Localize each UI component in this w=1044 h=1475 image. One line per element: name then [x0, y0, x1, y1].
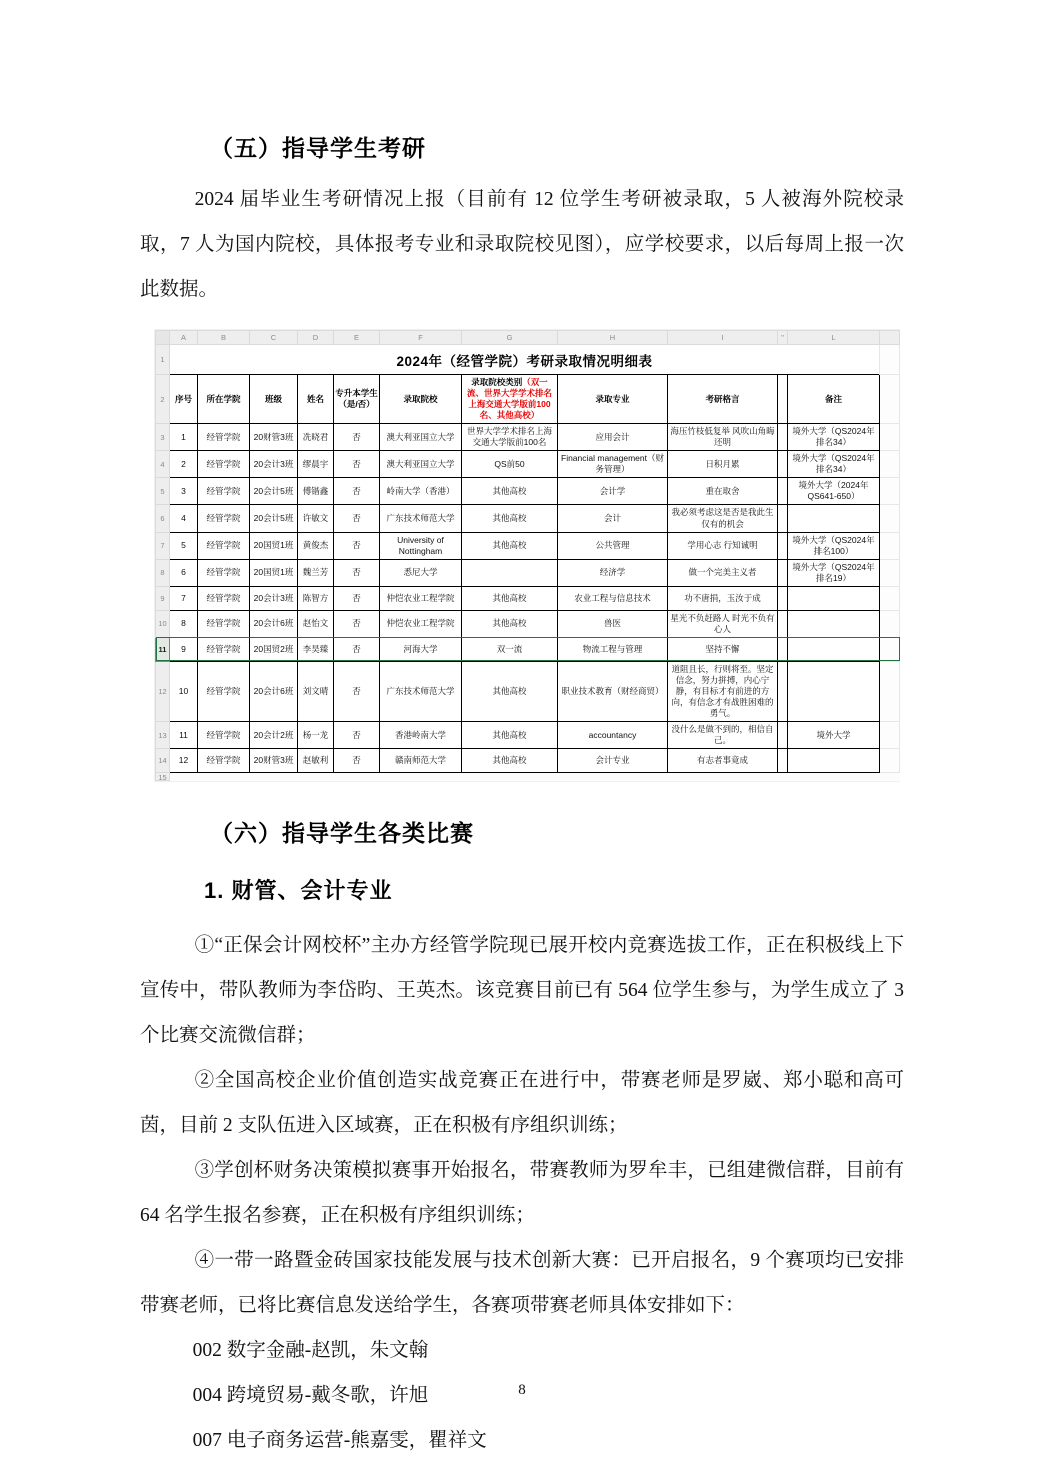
sheet-cell [788, 749, 880, 773]
sheet-cell: 会计专业 [558, 749, 668, 773]
sheet-cell: 否 [334, 559, 380, 586]
sheet-cell [788, 610, 880, 637]
sheet-cell: 境外大学（2024年QS641-650） [788, 478, 880, 505]
event-item-2: 004 跨境贸易-戴冬歌，许旭 [192, 1385, 429, 1407]
sheet-cell: Financial management（财务管理） [558, 451, 668, 478]
sheet-gutter-cell [880, 610, 900, 637]
column-letter: F [380, 331, 462, 345]
sheet-cell: 公共管理 [558, 532, 668, 559]
section-5-heading: （五）指导学生考研 [210, 135, 426, 161]
sheet-cell: 20国贸1班 [250, 559, 298, 586]
sheet-gutter-cell [880, 586, 900, 610]
sheet-cell: 魏兰芳 [298, 559, 334, 586]
hidden-col-cell [778, 722, 788, 749]
sheet-cell: 会计 [558, 505, 668, 532]
sheet-cell: 赵怡文 [298, 610, 334, 637]
row-number: 12 [156, 661, 170, 721]
sheet-cell: 应用会计 [558, 424, 668, 451]
row-number: 4 [156, 451, 170, 478]
sheet-cell: 8 [170, 610, 198, 637]
sheet-cell: 学用心志 行知诚明 [668, 532, 778, 559]
event-item-3: 007 电子商务运营-熊嘉雯，瞿祥文 [192, 1430, 487, 1452]
sheet-cell: 否 [334, 661, 380, 721]
hidden-col-cell [778, 505, 788, 532]
sheet-cell: 缪晨宇 [298, 451, 334, 478]
hidden-col-cell [778, 375, 788, 424]
sheet-cell: 农业工程与信息技术 [558, 586, 668, 610]
sheet-gutter-cell [880, 505, 900, 532]
embedded-spreadsheet-image[interactable] [155, 330, 899, 781]
sheet-col-letters-row [156, 331, 900, 345]
sheet-cell: 否 [334, 749, 380, 773]
sheet-gutter-cell [880, 559, 900, 586]
column-letter: D [298, 331, 334, 345]
sheet-data-row [156, 505, 900, 532]
hidden-col-cell [778, 424, 788, 451]
sheet-cell: 3 [170, 478, 198, 505]
column-letter: E [334, 331, 380, 345]
sheet-cell [788, 637, 880, 661]
sheet-cell: 9 [170, 637, 198, 661]
sheet-cell: 12 [170, 749, 198, 773]
sheet-cell: 经管学院 [198, 610, 250, 637]
sheet-cell: 11 [170, 722, 198, 749]
row-number: 13 [156, 722, 170, 749]
hidden-col-cell [778, 532, 788, 559]
header-school-category-red: （双一流、世界大学学术排名上海交通大学版前100名、其他高校） [466, 377, 552, 421]
sheet-cell: 做一个完美主义者 [668, 559, 778, 586]
column-letter: B [198, 331, 250, 345]
sheet-cell: 仲恺农业工程学院 [380, 586, 462, 610]
column-letter [880, 331, 900, 345]
sheet-gutter-cell [880, 478, 900, 505]
sheet-cell: 经管学院 [198, 722, 250, 749]
sheet-cell: University of Nottingham [380, 532, 462, 559]
sheet-cell: 20会计6班 [250, 610, 298, 637]
sheet-gutter-cell [880, 375, 900, 424]
sheet-gutter-cell [880, 749, 900, 773]
sheet-cell: 澳大利亚国立大学 [380, 451, 462, 478]
sheet-cell: 双一流 [462, 637, 558, 661]
sheet-cell: 经管学院 [198, 478, 250, 505]
sheet-cell: 其他高校 [462, 722, 558, 749]
sheet-data-row [156, 586, 900, 610]
hidden-col-cell [778, 637, 788, 661]
column-letter: H [558, 331, 668, 345]
sheet-cell: 20会计6班 [250, 661, 298, 721]
sheet-cell: 2 [170, 451, 198, 478]
sheet-cell: 境外大学 [788, 722, 880, 749]
competition-paragraph-1: ①“正保会计网校杯”主办方经管学院现已展开校内竞赛选拔工作，正在积极线上下宣传中，带队教师为李岱昀、王英杰。该竞赛目前已有 564 位学生参与，为学生成立了 3 个比赛交流微信群； [140, 935, 904, 1047]
header-college: 所在学院 [198, 375, 250, 424]
sheet-cell: 境外大学（QS2024年排名34） [788, 451, 880, 478]
sheet-cell: 其他高校 [462, 610, 558, 637]
row-number: 8 [156, 559, 170, 586]
sheet-cell: 其他高校 [462, 505, 558, 532]
sheet-cell [788, 505, 880, 532]
hidden-col-cell [778, 451, 788, 478]
sheet-header-row [156, 375, 900, 424]
sheet-cell: 20财管3班 [250, 749, 298, 773]
sheet-cell: 1 [170, 424, 198, 451]
sheet-cell: 否 [334, 586, 380, 610]
sheet-cell: 赣南师范大学 [380, 749, 462, 773]
sheet-cell: 杨一龙 [298, 722, 334, 749]
hidden-col-cell [778, 478, 788, 505]
sheet-cell: 功不唐捐，玉汝于成 [668, 586, 778, 610]
sheet-data-row [156, 424, 900, 451]
sheet-cell: 20会计2班 [250, 722, 298, 749]
sheet-data-row [156, 661, 900, 721]
sheet-cell: 经管学院 [198, 559, 250, 586]
sheet-cell: 其他高校 [462, 749, 558, 773]
row-number: 7 [156, 532, 170, 559]
competition-paragraph-3: ③学创杯财务决策模拟赛事开始报名，带赛教师为罗牟丰，已组建微信群，目前有 64 名学生报名参赛，正在积极有序组织训练； [140, 1160, 904, 1227]
sheet-cell: QS前50 [462, 451, 558, 478]
sheet-cell: 其他高校 [462, 532, 558, 559]
sheet-cell: 世界大学学术排名上海交通大学版前100名 [462, 424, 558, 451]
row-number: 10 [156, 610, 170, 637]
sheet-gutter-cell [880, 722, 900, 749]
header-school-category [462, 375, 558, 424]
sheet-data-row [156, 749, 900, 773]
sheet-cell: 我必须考虑这是否是我此生仅有的机会 [668, 505, 778, 532]
sheet-cell: 7 [170, 586, 198, 610]
sheet-cell: 20国贸2班 [250, 637, 298, 661]
row-number: 5 [156, 478, 170, 505]
sheet-cell: 会计学 [558, 478, 668, 505]
sheet-cell: 境外大学（QS2024年排名100） [788, 532, 880, 559]
sheet-cell: 否 [334, 722, 380, 749]
section-5-paragraph: 2024 届毕业生考研情况上报（目前有 12 位学生考研被录取，5 人被海外院校录取，7 人为国内院校，具体报考专业和录取院校见图），应学校要求，以后每周上报一次此数据。 [140, 189, 904, 300]
sheet-cell [462, 559, 558, 586]
sheet-data-row [156, 532, 900, 559]
sheet-cell: 否 [334, 610, 380, 637]
header-motto: 考研格言 [668, 375, 778, 424]
header-seq: 序号 [170, 375, 198, 424]
sheet-cell: 河海大学 [380, 637, 462, 661]
spreadsheet-grid [155, 330, 900, 781]
sheet-cell: 物流工程与管理 [558, 637, 668, 661]
row-number: 1 [156, 345, 170, 375]
hidden-col-cell [778, 610, 788, 637]
competition-paragraph-2: ②全国高校企业价值创造实战竞赛正在进行中，带赛老师是罗崴、郑小聪和高可茵，目前 2 支队伍进入区域赛，正在积极有序组织训练； [140, 1070, 904, 1137]
sheet-cell: 20国贸1班 [250, 532, 298, 559]
sheet-cell [788, 661, 880, 721]
header-class: 班级 [250, 375, 298, 424]
sheet-cell: 其他高校 [462, 661, 558, 721]
sheet-cell: accountancy [558, 722, 668, 749]
sheet-cell: 经管学院 [198, 749, 250, 773]
header-remark: 备注 [788, 375, 880, 424]
header-admit-school: 录取院校 [380, 375, 462, 424]
sheet-cell: 黄俊杰 [298, 532, 334, 559]
sheet-title-row [156, 345, 900, 375]
sheet-gutter-cell [880, 637, 900, 661]
sheet-cell: 10 [170, 661, 198, 721]
sheet-cell: 刘文晴 [298, 661, 334, 721]
sheet-cell: 星光不负赶路人 时光不负有心人 [668, 610, 778, 637]
sheet-cell: 坚持不懈 [668, 637, 778, 661]
column-letter: C [250, 331, 298, 345]
sheet-gutter-cell [880, 532, 900, 559]
sheet-gutter-cell [880, 661, 900, 721]
header-name: 姓名 [298, 375, 334, 424]
sheet-cell: 重在取舍 [668, 478, 778, 505]
sheet-cell: 境外大学（QS2024年排名34） [788, 424, 880, 451]
spreadsheet-title: 2024年（经管学院）考研录取情况明细表 [170, 345, 880, 375]
sheet-cell: 经管学院 [198, 586, 250, 610]
row-number: 11 [156, 637, 170, 661]
header-school-category-black: 录取院校类别 [471, 377, 523, 387]
sheet-cell: 冼晓君 [298, 424, 334, 451]
page-number: 8 [518, 1382, 526, 1398]
sheet-cell: 广东技术师范大学 [380, 505, 462, 532]
section-6-subheading: 1. 财管、会计专业 [204, 878, 393, 904]
sheet-cell: 经管学院 [198, 637, 250, 661]
sheet-cell: 6 [170, 559, 198, 586]
row-number: 3 [156, 424, 170, 451]
event-item-1: 002 数字金融-赵凯，朱文翰 [192, 1340, 429, 1362]
hidden-col-cell [778, 559, 788, 586]
sheet-cell: 4 [170, 505, 198, 532]
sheet-cell: 悉尼大学 [380, 559, 462, 586]
sheet-cell: 20会计3班 [250, 586, 298, 610]
sheet-corner-cell [156, 331, 170, 345]
sheet-cell: 经管学院 [198, 451, 250, 478]
sheet-blank-area [170, 773, 900, 781]
sheet-cell: 否 [334, 478, 380, 505]
sheet-cell: 20会计3班 [250, 451, 298, 478]
sheet-cell: 许敏文 [298, 505, 334, 532]
sheet-cell: 否 [334, 505, 380, 532]
row-number: 6 [156, 505, 170, 532]
sheet-data-row [156, 559, 900, 586]
hidden-col-cell [778, 749, 788, 773]
header-upgrade: 专升本学生（是/否） [334, 375, 380, 424]
sheet-cell: 经管学院 [198, 532, 250, 559]
sheet-cell: 广东技术师范大学 [380, 661, 462, 721]
hidden-col-cell [778, 661, 788, 721]
column-letter: A [170, 331, 198, 345]
sheet-gutter-cell [880, 424, 900, 451]
sheet-bottom-partial-row [156, 773, 900, 781]
section-6-heading: （六）指导学生各类比赛 [210, 820, 474, 847]
sheet-cell: 否 [334, 637, 380, 661]
sheet-cell: 李昊臻 [298, 637, 334, 661]
sheet-cell: 陈智方 [298, 586, 334, 610]
sheet-cell: 经管学院 [198, 505, 250, 532]
sheet-data-row [156, 451, 900, 478]
sheet-cell: 道阻且长，行则将至。坚定信念，努力拼搏，内心宁静，有目标才有前进的方向，有信念才有战胜困难的勇气。 [668, 661, 778, 721]
sheet-cell: 5 [170, 532, 198, 559]
sheet-cell: 经管学院 [198, 661, 250, 721]
header-major: 录取专业 [558, 375, 668, 424]
sheet-cell: 日积月累 [668, 451, 778, 478]
sheet-cell: 有志者事竟成 [668, 749, 778, 773]
sheet-cell: 岭南大学（香港） [380, 478, 462, 505]
sheet-data-row [156, 637, 900, 661]
sheet-cell: 否 [334, 424, 380, 451]
hidden-col-cell [778, 586, 788, 610]
sheet-cell: 海压竹枝低复举 风吹山角晦还明 [668, 424, 778, 451]
sheet-cell: 职业技术教育（财经商贸） [558, 661, 668, 721]
sheet-cell: 其他高校 [462, 586, 558, 610]
sheet-cell: 仲恺农业工程学院 [380, 610, 462, 637]
column-letter: G [462, 331, 558, 345]
sheet-cell: 经济学 [558, 559, 668, 586]
sheet-data-row [156, 722, 900, 749]
sheet-cell: 否 [334, 532, 380, 559]
sheet-cell: 否 [334, 451, 380, 478]
sheet-gutter-cell [880, 345, 900, 375]
sheet-cell: 20会计5班 [250, 478, 298, 505]
sheet-cell: 赵敏利 [298, 749, 334, 773]
sheet-cell: 没什么是做不到的，相信自己。 [668, 722, 778, 749]
sheet-data-row [156, 478, 900, 505]
competition-paragraph-4: ④一带一路暨金砖国家技能发展与技术创新大赛：已开启报名，9 个赛项均已安排带赛老师，已将比赛信息发送给学生，各赛项带赛老师具体安排如下： [140, 1250, 904, 1317]
sheet-cell: 经管学院 [198, 424, 250, 451]
column-letter: L [788, 331, 880, 345]
row-number: 9 [156, 586, 170, 610]
sheet-cell: 20会计5班 [250, 505, 298, 532]
sheet-cell: 境外大学（QS2024年排名19） [788, 559, 880, 586]
sheet-gutter-cell [880, 451, 900, 478]
sheet-cell: 傅锴鑫 [298, 478, 334, 505]
sheet-cell [788, 586, 880, 610]
column-letter: '' [778, 331, 788, 345]
sheet-cell: 20财管3班 [250, 424, 298, 451]
sheet-data-row [156, 610, 900, 637]
sheet-cell: 其他高校 [462, 478, 558, 505]
column-letter: I [668, 331, 778, 345]
sheet-cell: 香港岭南大学 [380, 722, 462, 749]
row-number: 2 [156, 375, 170, 424]
sheet-cell: 澳大利亚国立大学 [380, 424, 462, 451]
row-number: 15 [156, 773, 170, 781]
sheet-cell: 兽医 [558, 610, 668, 637]
row-number: 14 [156, 749, 170, 773]
